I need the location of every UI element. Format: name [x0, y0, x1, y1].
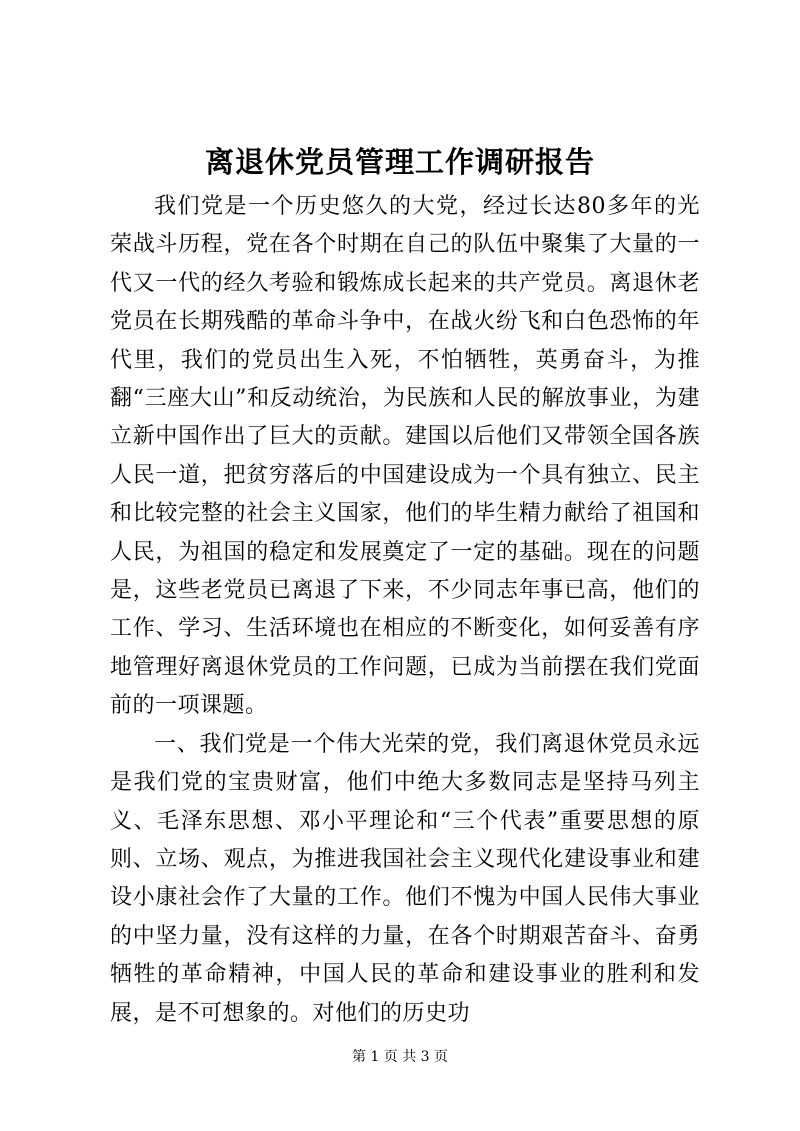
paragraph-section-one: 一、我们党是一个伟大光荣的党，我们离退休党员永远是我们党的宝贵财富，他们中绝大多数同志是坚持马列主义、毛泽东思想、邓小平理论和“三个代表”重要思想的原则、立场、观点，为推进我国社会主义现代化建设事业和建设小康社会作了大量的工作。他们不愧为中国人民伟大事业的中坚力量，没有这样的力量，在各个时期艰苦奋斗、奋勇牺牲的革命精神，中国人民的革命和建设事业的胜利和发展，是不可想象的。对他们的历史功	[110, 731, 700, 1026]
document-body	[110, 188, 700, 1033]
document-title: 离退休党员管理工作调研报告	[204, 145, 595, 179]
paragraph-intro: 我们党是一个历史悠久的大党，经过长达80多年的光荣战斗历程，党在各个时期在自己的队伍中聚集了大量的一代又一代的经久考验和锻炼成长起来的共产党员。离退休老党员在长期残酷的革命斗争中，在战火纷飞和白色恐怖的年代里，我们的党员出生入死，不怕牺牲，英勇奋斗，为推翻“三座大山”和反动统治，为民族和人民的解放事业，为建立新中国作出了巨大的贡献。建国以后他们又带领全国各族人民一道，把贫穷落后的中国建设成为一个具有独立、民主和比较完整的社会主义国家，他们的毕生精力献给了祖国和人民，为祖国的稳定和发展奠定了一定的基础。现在的问题是，这些老党员已离退了下来，不少同志年事已高，他们的工作、学习、生活环境也在相应的不断变化，如何妥善有序地管理好离退休党员的工作问题，已成为当前摆在我们党面前的一项课题。	[110, 194, 700, 719]
page-footer: 第 1 页 共 3 页	[351, 1049, 449, 1065]
